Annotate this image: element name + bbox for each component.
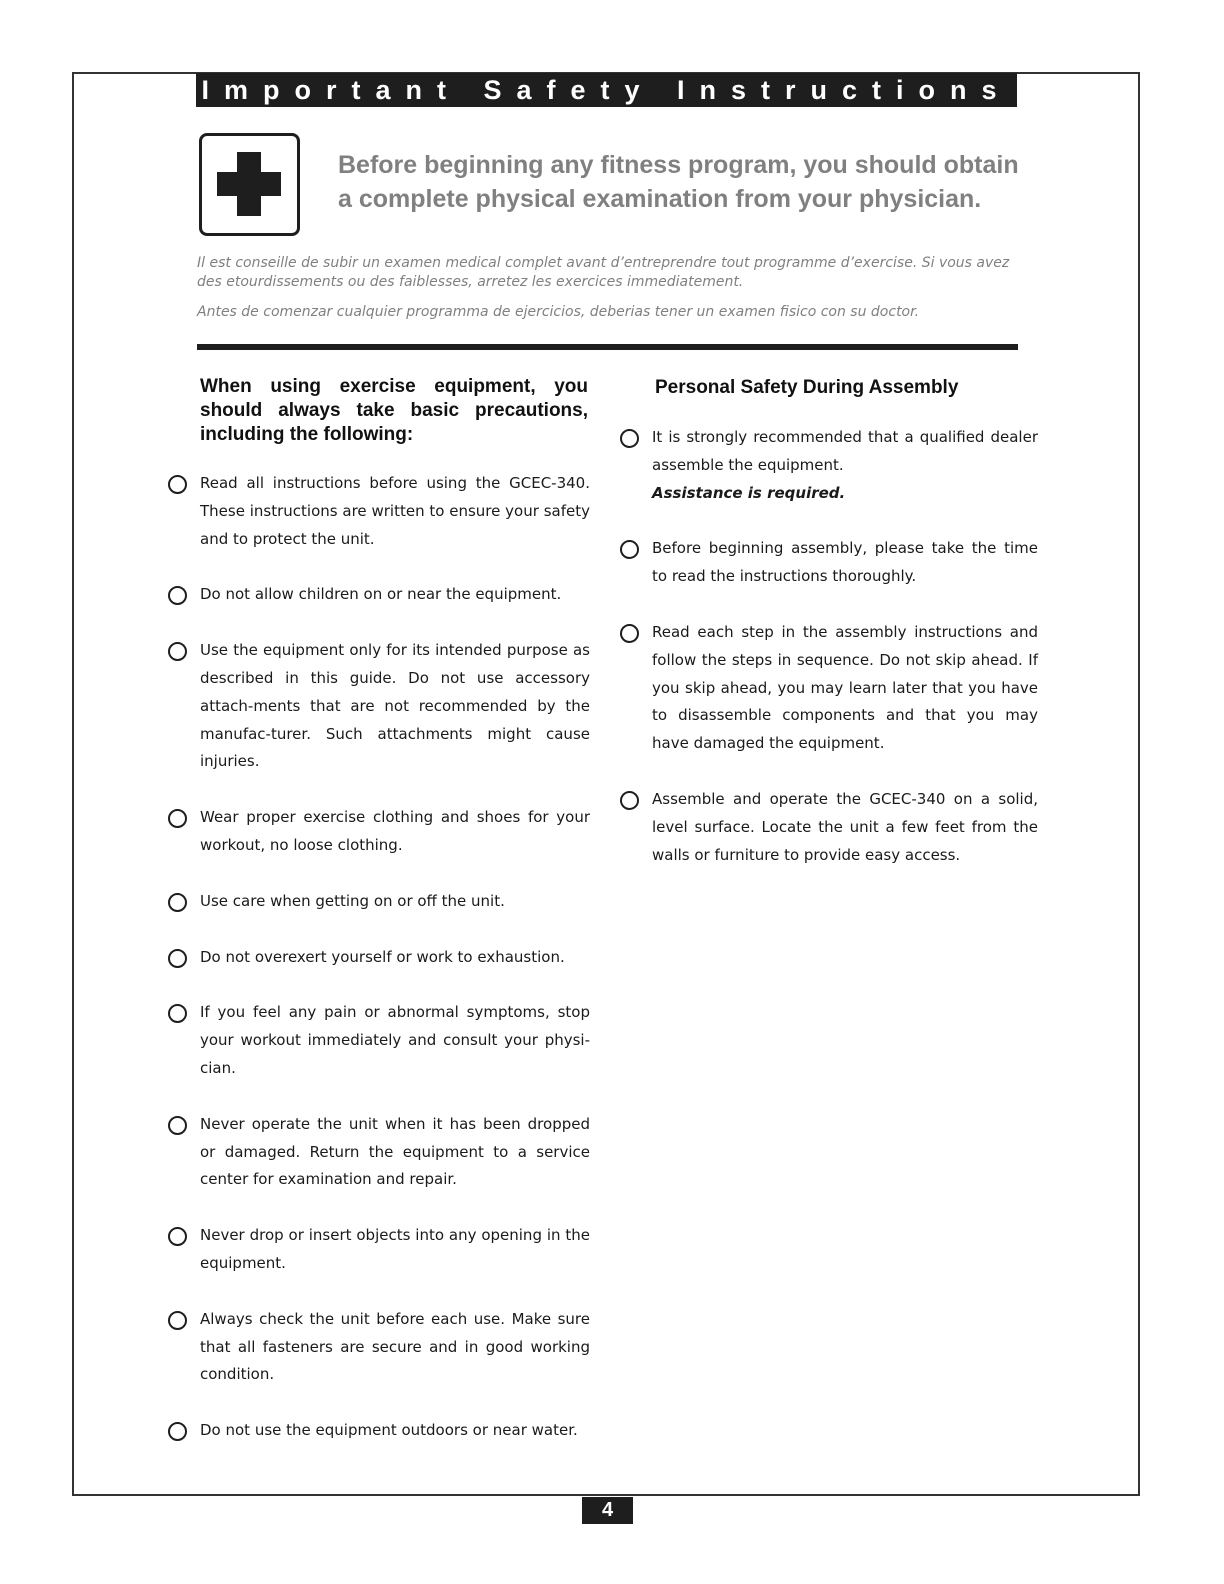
- bullet-circle-icon: [168, 475, 187, 494]
- bullet-circle-icon: [168, 949, 187, 968]
- bullet-circle-icon: [168, 1116, 187, 1135]
- precautions-heading: When using exercise equipment, you should always take basic precautions, including the following:: [200, 376, 588, 445]
- title-bar: [196, 73, 1017, 107]
- bullet-circle-icon: [168, 642, 187, 661]
- list-item: Use care when getting on or off the unit.: [166, 888, 590, 916]
- bullet-circle-icon: [168, 809, 187, 828]
- assembly-safety-list: [618, 424, 1038, 897]
- spanish-notice: Antes de comenzar cualquier programma de ejercicios, deberias tener un examen fisico con su doctor.: [197, 304, 920, 320]
- list-item: Before beginning assembly, please take the time to read the instructions thoroughly.: [618, 535, 1038, 591]
- bullet-circle-icon: [168, 1227, 187, 1246]
- list-item: Read each step in the assembly instructions and follow the steps in sequence. Do not skip ahead. If you skip ahead, you may learn later that you have to disassemble components and that you may have damaged the equipment.: [618, 619, 1038, 758]
- french-notice: Il est conseille de subir un examen medical complet avant d’entreprendre tout programme d’exercise. Si vous avez des etourdissements ou des faiblesses, arretez les exercices immediatement.: [197, 255, 1010, 290]
- list-item: Do not overexert yourself or work to exhaustion.: [166, 944, 590, 972]
- list-item: Never operate the unit when it has been dropped or damaged. Return the equipment to a service center for examination and repair.: [166, 1111, 590, 1194]
- bullet-circle-icon: [620, 791, 639, 810]
- precautions-list: [166, 470, 590, 1473]
- bullet-circle-icon: [168, 586, 187, 605]
- physician-notice-headline: [338, 148, 1028, 216]
- headline-line-1: Before beginning any fitness program, you should obtain: [338, 151, 1019, 179]
- page-title: Important Safety Instructions: [201, 74, 1012, 105]
- list-item: Wear proper exercise clothing and shoes for your workout, no loose clothing.: [166, 804, 590, 860]
- medical-cross-icon: [199, 133, 300, 236]
- section-divider: [197, 344, 1018, 350]
- bullet-circle-icon: [168, 1422, 187, 1441]
- assembly-safety-heading: Personal Safety During Assembly: [655, 377, 959, 398]
- page-number: 4: [582, 1497, 633, 1524]
- list-item: Do not allow children on or near the equipment.: [166, 581, 590, 609]
- bullet-circle-icon: [620, 429, 639, 448]
- bullet-circle-icon: [168, 893, 187, 912]
- headline-line-2: a complete physical examination from your physician.: [338, 185, 982, 213]
- list-item: Read all instructions before using the GCEC-340. These instructions are written to ensure your safety and to protect the unit.: [166, 470, 590, 553]
- assistance-required-note: Assistance is required.: [652, 483, 846, 502]
- bullet-circle-icon: [168, 1004, 187, 1023]
- bullet-circle-icon: [168, 1311, 187, 1330]
- bullet-circle-icon: [620, 540, 639, 559]
- list-item: It is strongly recommended that a qualified dealer assemble the equipment. Assistance is required.: [618, 424, 1038, 507]
- list-item: Assemble and operate the GCEC-340 on a solid, level surface. Locate the unit a few feet from the walls or furniture to provide easy access.: [618, 786, 1038, 869]
- list-item: Always check the unit before each use. Make sure that all fasteners are secure and in good working condition.: [166, 1306, 590, 1389]
- bullet-circle-icon: [620, 624, 639, 643]
- list-item: Use the equipment only for its intended purpose as described in this guide. Do not use accessory attach-ments that are not recommended by the manufac-turer. Such attachments might cause injuries.: [166, 637, 590, 776]
- list-item: Do not use the equipment outdoors or near water.: [166, 1417, 590, 1445]
- list-item: Never drop or insert objects into any opening in the equipment.: [166, 1222, 590, 1278]
- list-item: If you feel any pain or abnormal symptoms, stop your workout immediately and consult your physi-cian.: [166, 999, 590, 1082]
